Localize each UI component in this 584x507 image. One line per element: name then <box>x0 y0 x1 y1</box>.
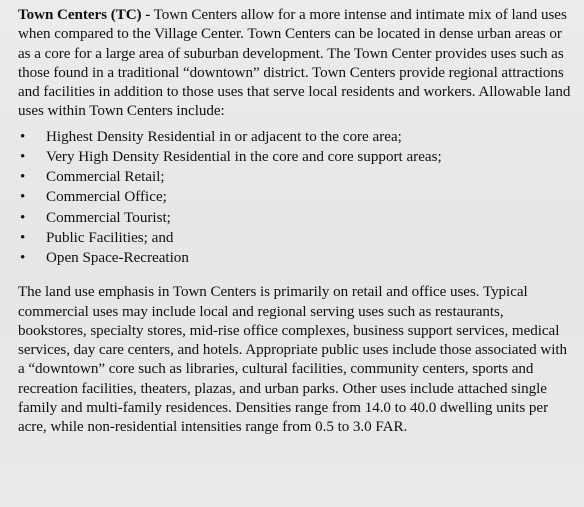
bullet-marker: • <box>20 209 26 226</box>
list-item-text: Highest Density Residential in or adjacent to the core area; <box>46 128 402 145</box>
list-item-text: Public Facilities; and <box>46 229 174 246</box>
bullet-marker: • <box>20 250 26 266</box>
bullet-marker: • <box>20 148 26 165</box>
list-item <box>18 228 574 248</box>
list-item <box>18 147 574 167</box>
list-item <box>18 167 574 187</box>
list-item-text: Open Space-Recreation <box>46 250 189 266</box>
allowable-uses-list <box>18 127 574 268</box>
bullet-marker: • <box>20 189 26 206</box>
list-item <box>18 127 574 147</box>
term-heading: Town Centers (TC) - <box>18 7 151 23</box>
list-item <box>18 208 574 228</box>
intro-paragraph <box>18 6 574 122</box>
list-item <box>18 248 574 268</box>
list-item-text: Very High Density Residential in the core and core support areas; <box>46 148 442 165</box>
bullet-marker: • <box>20 229 26 246</box>
bullet-marker: • <box>20 128 26 145</box>
list-item-text: Commercial Retail; <box>46 169 165 186</box>
list-item-text: Commercial Tourist; <box>46 209 171 226</box>
emphasis-paragraph: The land use emphasis in Town Centers is primarily on retail and office uses. Typical commercial uses may include local and regional serving uses such as restaurants, bookstores, specialty stores, mid-rise office complexes, business support services, medical services, day care centers, and hotels. Appropriate public uses include those associated with a “downtown” core such as libraries, cultural facilities, community centers, sports and recreation facilities, theaters, plazas, and urban parks. Other uses include attached single family and multi-family residences. Densities range from 14.0 to 40.0 dwelling units per acre, while non-residential intensities range from 0.5 to 3.0 FAR. <box>18 284 568 436</box>
intro-text: Town Centers allow for a more intense and intimate mix of land uses when compared to the Village Center. Town Centers can be located in dense urban areas or as a core for a large area of suburban development. The Town Center provides uses such as those found in a traditional “downtown” district. Town Centers provide regional attractions and facilities in addition to those uses that serve local residents and workers. Allowable land uses within Town Centers include: <box>18 7 571 120</box>
list-item-text: Commercial Office; <box>46 189 167 206</box>
bullet-marker: • <box>20 169 26 186</box>
list-item <box>18 187 574 207</box>
